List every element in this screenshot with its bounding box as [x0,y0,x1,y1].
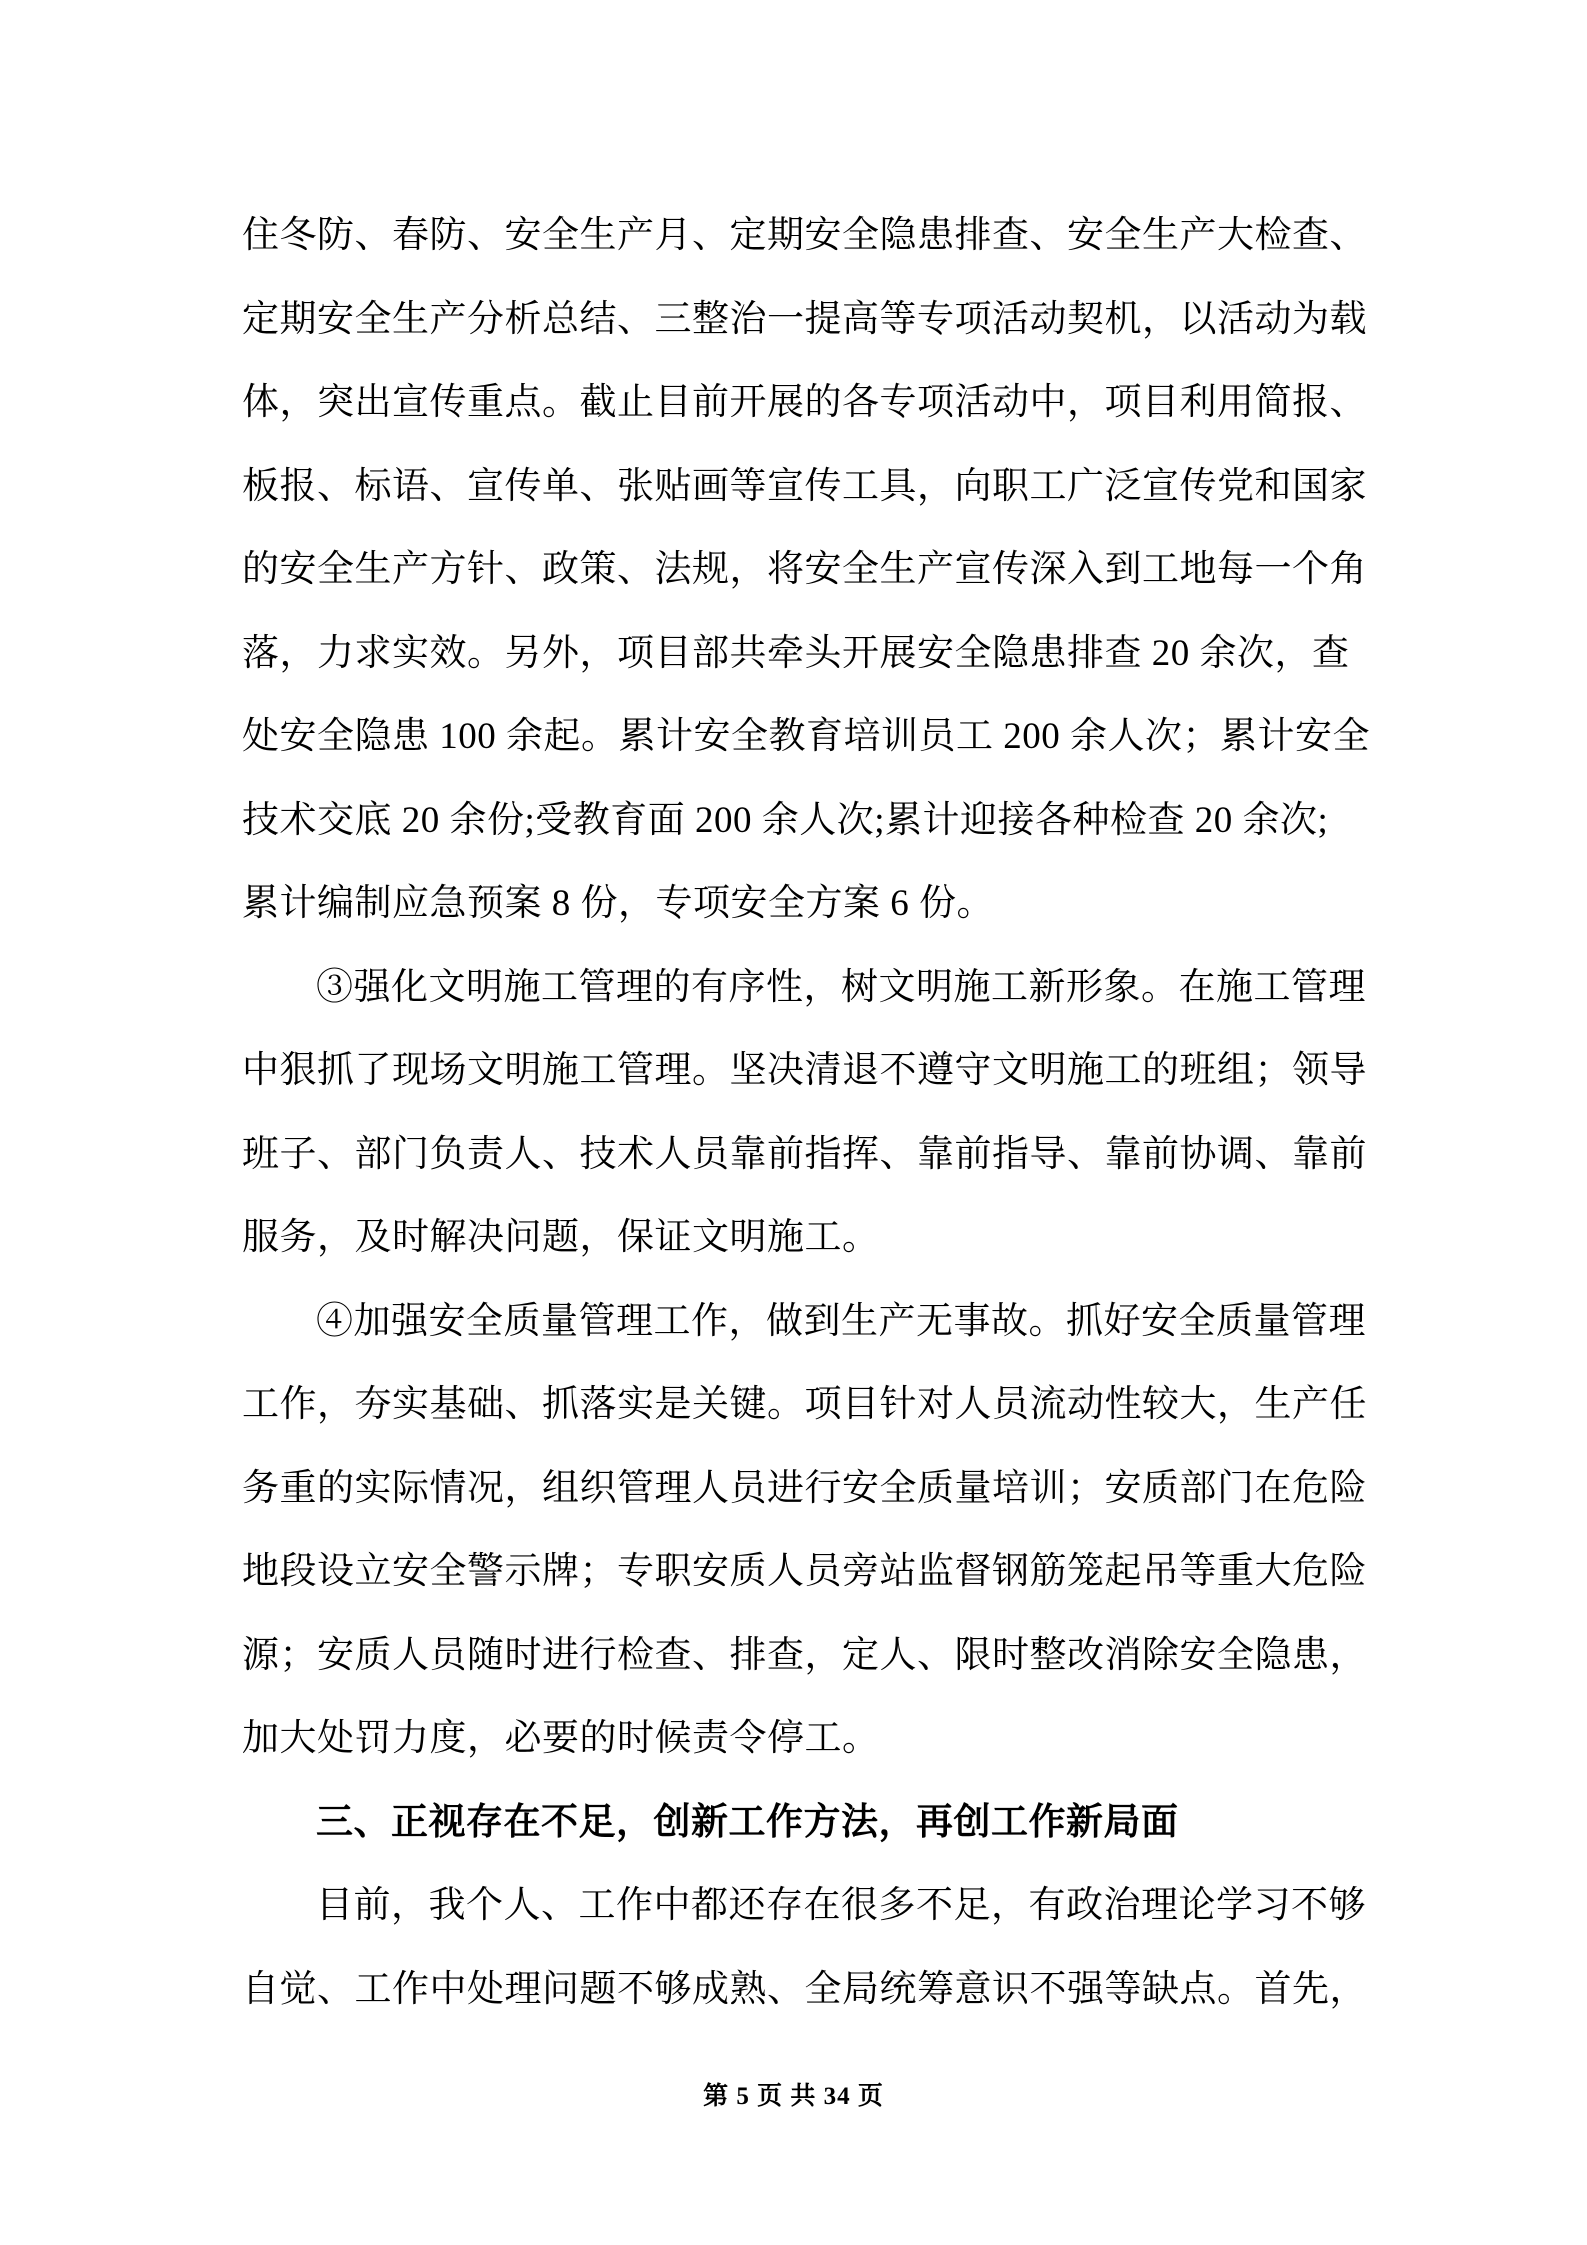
text-line: 中狠抓了现场文明施工管理。坚决清退不遵守文明施工的班组；领导 [242,1050,1367,1091]
text-line: 定期安全生产分析总结、三整治一提高等专项活动契机，以活动为载 [242,298,1367,340]
text-line: 源；安质人员随时进行检查、排查，定人、限时整改消除安全隐患， [242,1634,1367,1676]
text-line: 地段设立安全警示牌；专职安质人员旁站监督钢筋笼起吊等重大危险 [242,1551,1367,1592]
text-line: 目前，我个人、工作中都还存在很多不足，有政治理论学习不够 [316,1885,1366,1926]
text-line: 服务，及时解决问题，保证文明施工。 [242,1217,880,1258]
text-line: 住冬防、春防、安全生产月、定期安全隐患排查、安全生产大检查、 [242,215,1367,256]
text-line: 累计编制应急预案 8 份，专项安全方案 6 份。 [242,883,994,924]
text-line: 技术交底 20 余份;受教育面 200 余人次;累计迎接各种检查 20 余次; [242,799,1329,841]
text-line: 落，力求实效。另外，项目部共牵头开展安全隐患排查 20 余次，查 [242,632,1350,674]
text-line: 处安全隐患 100 余起。累计安全教育培训员工 200 余人次；累计安全 [242,716,1370,757]
text-line: 务重的实际情况，组织管理人员进行安全质量培训；安质部门在危险 [242,1467,1367,1509]
document-body [242,194,1432,2031]
text-line: 的安全生产方针、政策、法规，将安全生产宣传深入到工地每一个角 [242,549,1367,590]
text-line: ③强化文明施工管理的有序性，树文明施工新形象。在施工管理 [316,966,1366,1008]
text-line: 班子、部门负责人、技术人员靠前指挥、靠前指导、靠前协调、靠前 [242,1133,1367,1175]
text-line: 自觉、工作中处理问题不够成熟、全局统筹意识不强等缺点。首先， [242,1968,1367,2010]
footer-page-indicator: 第 5 页 共 34 页 [703,2083,884,2110]
text-line: 加大处罚力度，必要的时候责令停工。 [242,1718,880,1759]
text-line: ④加强安全质量管理工作，做到生产无事故。抓好安全质量管理 [316,1300,1366,1342]
text-line: 体，突出宣传重点。截止目前开展的各专项活动中，项目利用简报、 [242,382,1367,423]
text-line: 工作，夯实基础、抓落实是关键。项目针对人员流动性较大，生产任 [242,1384,1367,1425]
text-line: 板报、标语、宣传单、张贴画等宣传工具，向职工广泛宣传党和国家 [242,465,1367,507]
page-footer [0,2080,1587,2114]
section-heading-line: 三、正视存在不足，创新工作方法，再创工作新局面 [316,1801,1179,1843]
